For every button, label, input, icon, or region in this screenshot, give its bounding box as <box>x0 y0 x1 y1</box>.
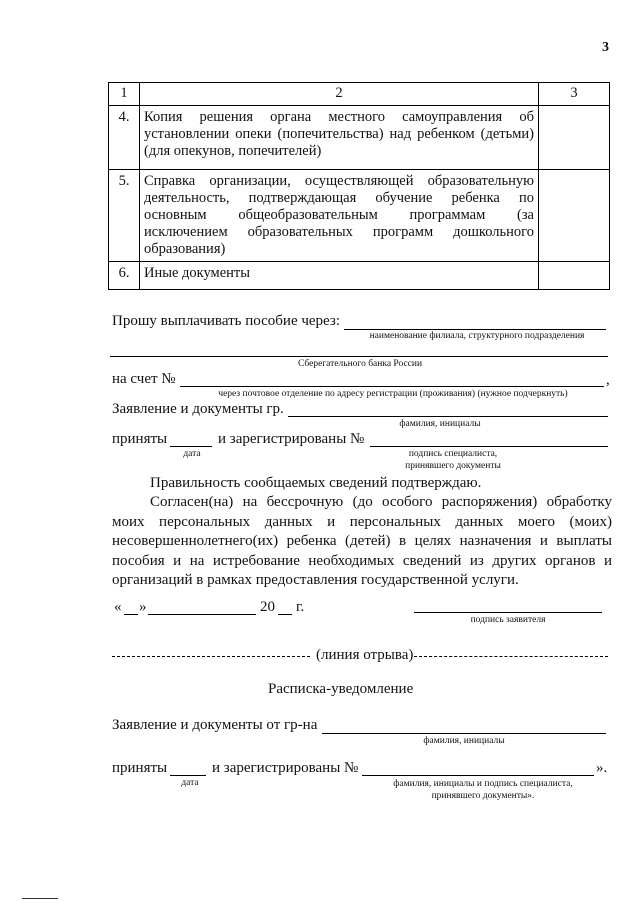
receipt-date-line[interactable] <box>170 775 206 776</box>
row-col3 <box>539 262 610 290</box>
receipt-caption-date: дата <box>181 778 199 788</box>
day-line[interactable] <box>124 614 138 615</box>
scan-mark <box>22 898 58 899</box>
registered-number-line[interactable] <box>370 446 608 447</box>
receipt-end-mark: ». <box>596 760 608 776</box>
row-number: 4. <box>109 106 140 170</box>
row-col3 <box>539 170 610 262</box>
receipt-registered-label: и зарегистрированы № <box>212 760 359 776</box>
caption-signature: подпись специалиста, принявшего документы <box>405 449 501 471</box>
row-col3 <box>539 106 610 170</box>
receipt-name-line[interactable] <box>322 733 606 734</box>
month-line[interactable] <box>148 614 256 615</box>
payment-label: Прошу выплачивать пособие через: <box>112 313 340 329</box>
caption-applicant-signature: подпись заявителя <box>470 615 546 625</box>
account-line[interactable] <box>180 386 604 387</box>
date-quote-open: « <box>114 599 122 615</box>
documents-table <box>108 82 610 290</box>
row-text: Справка организации, осуществляющей образовательную деятельность, подтверждающая обучение ребенка по основным общеобразовательным программам (за исключением образовательных программ дошкольного образования) <box>140 170 539 262</box>
account-end: , <box>606 372 610 388</box>
caption-branch: наименование филиала, структурного подразделения <box>369 331 585 341</box>
accepted-date-line[interactable] <box>170 446 212 447</box>
caption-bank: Сберегательного банка России <box>297 359 423 369</box>
year-suffix: г. <box>296 599 305 615</box>
registered-label: и зарегистрированы № <box>218 431 365 447</box>
row-text: Иные документы <box>140 262 539 290</box>
date-quote-close: » <box>139 599 147 615</box>
branch-line[interactable] <box>344 329 606 330</box>
receipt-accepted-label: приняты <box>112 760 168 776</box>
tear-line-label: (линия отрыва) <box>316 647 414 663</box>
application-label: Заявление и документы гр. <box>112 401 284 417</box>
receipt-title: Расписка-уведомление <box>268 681 414 697</box>
table-header-cell: 1 <box>109 83 140 106</box>
consent-text: Согласен(на) на бессрочную (до особого распоряжения) обработку моих персональных данных и персональных данных моего (моих) несовершеннолетнего(их) ребенка (детей) в целях назначения и выплаты пособия и на истребование необходимых сведений из других органов и организаций в рамках предоставления государственной услуги. <box>112 494 612 588</box>
accepted-label: приняты <box>112 431 168 447</box>
receipt-number-line[interactable] <box>362 775 594 776</box>
table-row <box>109 106 610 170</box>
row-number: 6. <box>109 262 140 290</box>
bank-line[interactable] <box>110 356 608 357</box>
year-prefix: 20 <box>260 599 275 615</box>
application-name-line[interactable] <box>288 416 608 417</box>
row-number: 5. <box>109 170 140 262</box>
table-header-cell: 2 <box>140 83 539 106</box>
tear-dash-right <box>414 656 608 657</box>
year-line[interactable] <box>278 614 292 615</box>
caption-date: дата <box>183 449 201 459</box>
receipt-label: Заявление и документы от гр-на <box>112 717 318 733</box>
tear-dash-left <box>112 656 310 657</box>
applicant-signature-line[interactable] <box>414 612 602 613</box>
page-number: 3 <box>602 40 609 55</box>
account-label: на счет № <box>112 371 176 387</box>
caption-name: фамилия, инициалы <box>399 419 481 429</box>
table-row <box>109 170 610 262</box>
row-text: Копия решения органа местного самоуправления об установлении опеки (попечительства) над ребенком (детьми) (для опекунов, попечителей) <box>140 106 539 170</box>
table-header-cell: 3 <box>539 83 610 106</box>
confirm-text: Правильность сообщаемых сведений подтверждаю. <box>150 475 482 491</box>
caption-account: через почтовое отделение по адресу регистрации (проживания) (нужное подчеркнуть) <box>218 389 568 399</box>
table-header-row <box>109 83 610 106</box>
receipt-caption-signature: фамилия, инициалы и подпись специалиста, принявшего документы». <box>393 779 573 801</box>
receipt-caption-name: фамилия, инициалы <box>423 736 505 746</box>
table-row <box>109 262 610 290</box>
